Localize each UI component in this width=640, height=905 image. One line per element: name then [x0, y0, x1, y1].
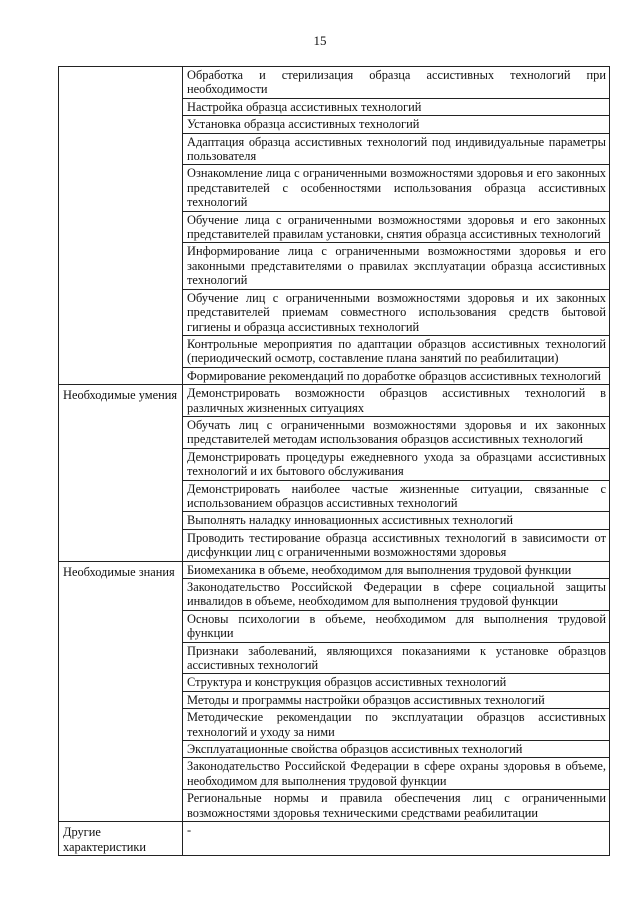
row-text: Обучать лиц с ограниченными возможностями здоровья и их законных представителей методам использования образцов ассистивных технологий [183, 416, 610, 448]
row-text: Структура и конструкция образцов ассистивных технологий [183, 674, 610, 691]
section-label: Необходимые умения [59, 385, 183, 561]
section-label: Другие характеристики [59, 822, 183, 856]
page-number: 15 [313, 33, 327, 48]
row-text: Адаптация образца ассистивных технологий под индивидуальные параметры пользователя [183, 133, 610, 165]
table-row [59, 822, 610, 856]
row-text: Методические рекомендации по эксплуатации образцов ассистивных технологий и уходу за ними [183, 709, 610, 741]
section-label: Необходимые знания [59, 561, 183, 822]
table-row [59, 67, 610, 99]
row-text: Региональные нормы и правила обеспечения лиц с ограниченными возможностями здоровья техническими средствами реабилитации [183, 790, 610, 822]
row-text: Контрольные мероприятия по адаптации образцов ассистивных технологий (периодический осмотр, составление плана занятий по реабилитации) [183, 335, 610, 367]
row-text: Демонстрировать наиболее частые жизненные ситуации, связанные с использованием образцов ассистивных технологий [183, 480, 610, 512]
row-text: Демонстрировать возможности образцов ассистивных технологий в различных жизненных ситуациях [183, 385, 610, 417]
row-text: Основы психологии в объеме, необходимом для выполнения трудовой функции [183, 610, 610, 642]
row-text: Обучение лиц с ограниченными возможностями здоровья и их законных представителей приемам совместного использования средств бытовой гигиены и образца ассистивных технологий [183, 289, 610, 335]
row-text: Обучение лица с ограниченными возможностями здоровья и его законных представителей правилам установки, снятия образца ассистивных технологий [183, 211, 610, 243]
row-text: Эксплуатационные свойства образцов ассистивных технологий [183, 741, 610, 758]
row-text: Установка образца ассистивных технологий [183, 116, 610, 133]
row-text: Демонстрировать процедуры ежедневного ухода за образцами ассистивных технологий и их бытового обслуживания [183, 448, 610, 480]
section-label [59, 67, 183, 385]
table-row [59, 561, 610, 578]
row-text: Методы и программы настройки образцов ассистивных технологий [183, 691, 610, 708]
row-text: Ознакомление лица с ограниченными возможностями здоровья и его законных представителей с особенностями использования образца ассистивных технологий [183, 165, 610, 211]
table-body [59, 67, 610, 856]
row-text: - [183, 822, 610, 856]
row-text: Настройка образца ассистивных технологий [183, 98, 610, 115]
row-text: Обработка и стерилизация образца ассистивных технологий при необходимости [183, 67, 610, 99]
labor-function-table [58, 66, 610, 856]
row-text: Законодательство Российской Федерации в сфере социальной защиты инвалидов в объеме, необходимом для выполнения трудовой функции [183, 579, 610, 611]
row-text: Выполнять наладку инновационных ассистивных технологий [183, 512, 610, 529]
row-text: Информирование лица с ограниченными возможностями здоровья и его законными представителями о правилах эксплуатации образца ассистивных технологий [183, 243, 610, 289]
row-text: Формирование рекомендаций по доработке образцов ассистивных технологий [183, 367, 610, 384]
table-row [59, 385, 610, 417]
row-text: Законодательство Российской Федерации в сфере охраны здоровья в объеме, необходимом для выполнения трудовой функции [183, 758, 610, 790]
row-text: Проводить тестирование образца ассистивных технологий в зависимости от дисфункции лиц с ограниченными возможностями здоровья [183, 529, 610, 561]
row-text: Признаки заболеваний, являющихся показаниями к установке образцов ассистивных технологий [183, 642, 610, 674]
row-text: Биомеханика в объеме, необходимом для выполнения трудовой функции [183, 561, 610, 578]
